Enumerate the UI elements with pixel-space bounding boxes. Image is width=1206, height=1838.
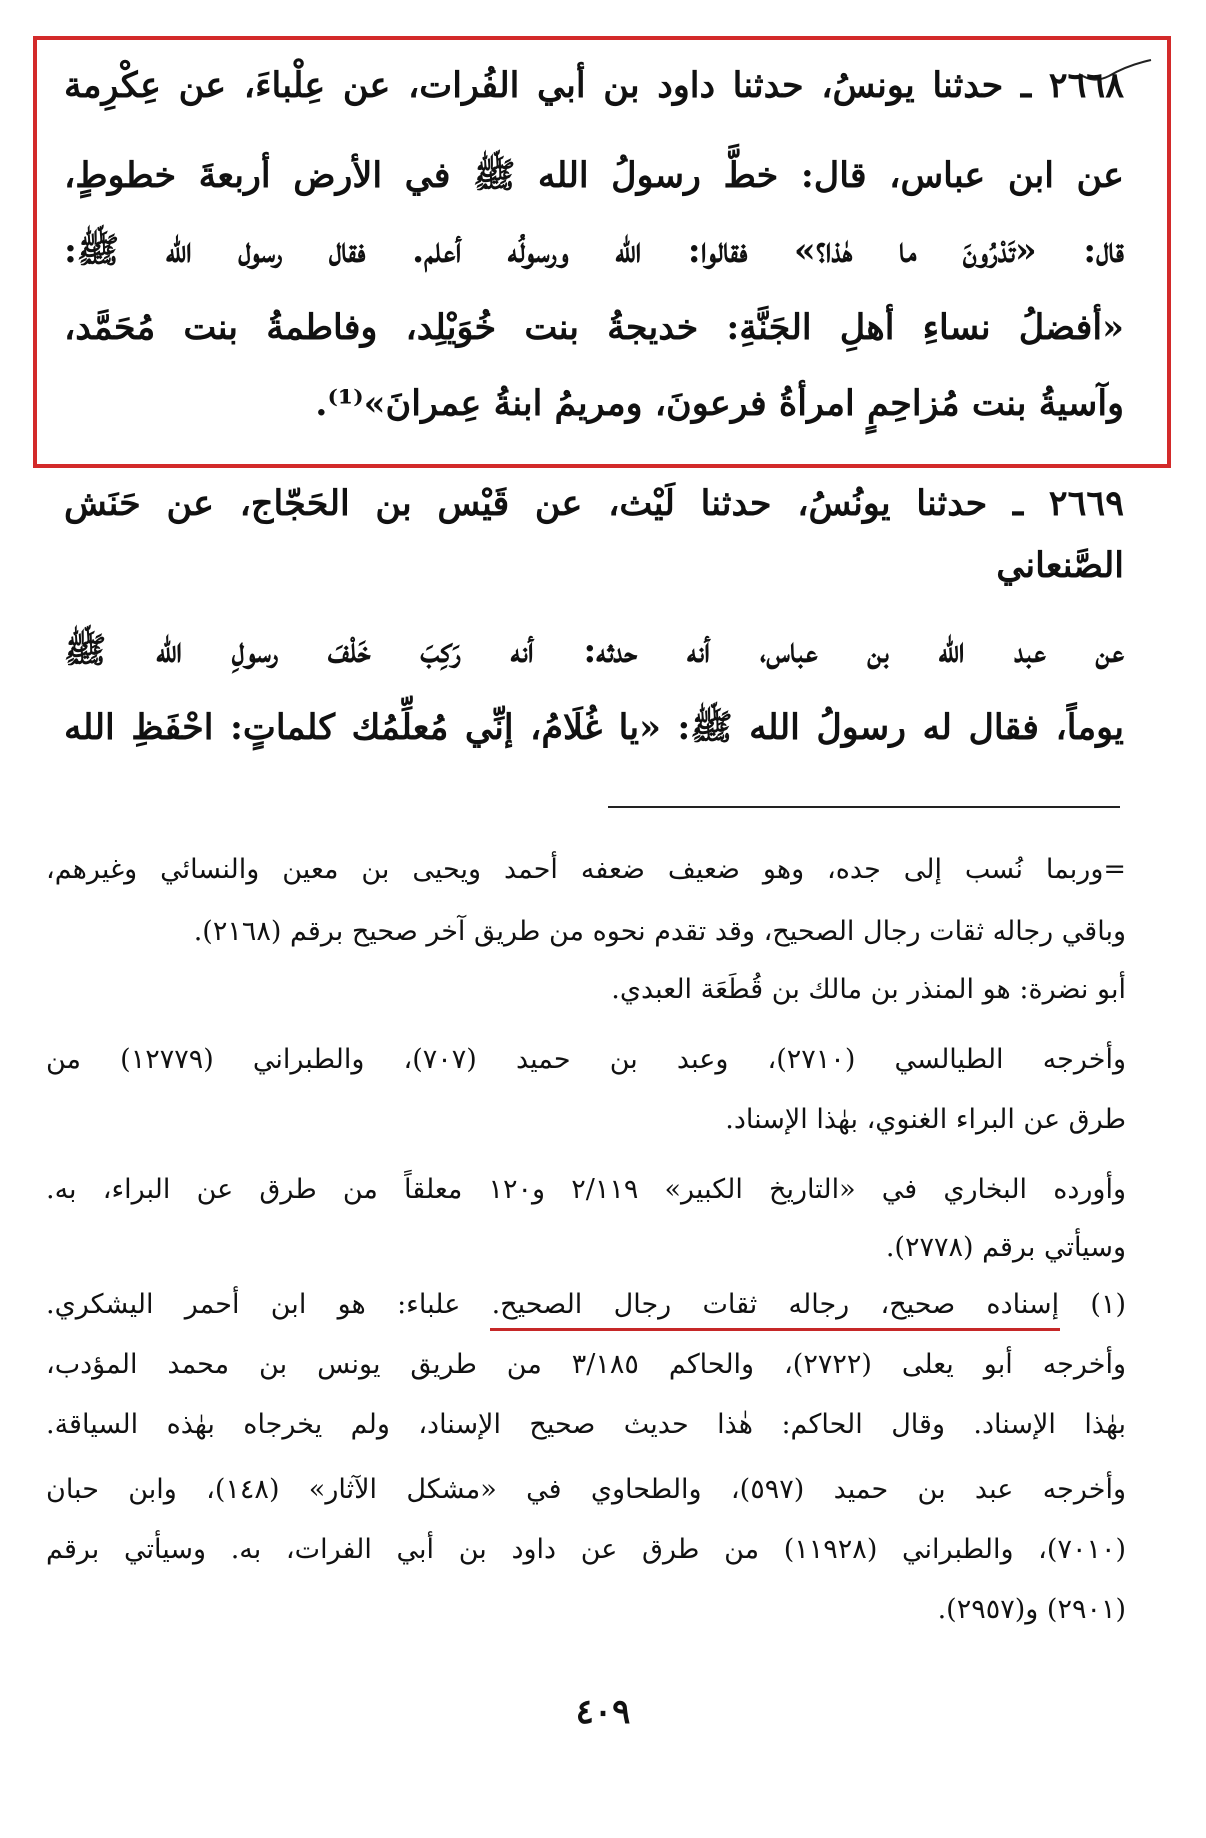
hadith-2669-line-4: يوماً، فقال له رسولُ الله ﷺ: «يا غُلَامُ، إنِّي مُعلِّمُك كلماتٍ: احْفَظِ الله bbox=[64, 707, 1124, 748]
hadith-2668-line-1: ٢٦٦٨ ـ حدثنا يونسُ، حدثنا داود بن أبي الفُرات، عن عِلْباءَ، عن عِكْرِمة bbox=[64, 65, 1124, 106]
footnote-1-line-3: بهٰذا الإسناد. وقال الحاكم: هٰذا حديث صحيح الإسناد، ولم يخرجاه بهٰذه السياقة. bbox=[46, 1409, 1126, 1440]
footnote-line-3: أبو نضرة: هو المنذر بن مالك بن قُطَعَة العبدي. bbox=[611, 974, 1126, 1005]
footnote-1-line-5: (٧٠١٠)، والطبراني (١١٩٢٨) من طرق عن داود بن أبي الفرات، به. وسيأتي برقم bbox=[46, 1534, 1126, 1565]
footnote-separator bbox=[608, 806, 1120, 808]
footnote-line-1: =وربما نُسب إلى جده، وهو ضعيف ضعفه أحمد ويحيى بن معين والنسائي وغيرهم، bbox=[46, 854, 1126, 885]
hadith-2668-line-2: عن ابن عباس، قال: خطَّ رسولُ الله ﷺ في الأرض أربعةَ خطوطٍ، bbox=[64, 155, 1124, 196]
footnote-line-4: وأخرجه الطيالسي (٢٧١٠)، وعبد بن حميد (٧٠٧)، والطبراني (١٢٧٧٩) من bbox=[46, 1044, 1126, 1075]
footnote-1-line-1: (١) إسناده صحيح، رجاله ثقات رجال الصحيح. علباء: هو ابن أحمر اليشكري. bbox=[46, 1289, 1126, 1320]
footnote-line-2: وباقي رجاله ثقات رجال الصحيح، وقد تقدم نحوه من طريق آخر صحيح برقم (٢١٦٨). bbox=[193, 916, 1126, 947]
footnote-line-7: وسيأتي برقم (٢٧٧٨). bbox=[885, 1232, 1126, 1263]
footnote-1-line-6: (٢٩٠١) و(٢٩٥٧). bbox=[937, 1594, 1126, 1625]
hadith-2669-line-2: الصَّنعاني bbox=[996, 545, 1124, 586]
footnote-1-line-2: وأخرجه أبو يعلى (٢٧٢٢)، والحاكم ٣/١٨٥ من طريق يونس بن محمد المؤدب، bbox=[46, 1349, 1126, 1380]
footnote-1-line-4: وأخرجه عبد بن حميد (٥٩٧)، والطحاوي في «مشكل الآثار» (١٤٨)، وابن حبان bbox=[46, 1474, 1126, 1505]
red-underline bbox=[490, 1328, 1060, 1331]
hadith-2668-line-3: قال: «تَدْرُونَ ما هٰذا؟» فقالوا: الله ورسولُه أعلم. فقال رسول الله ﷺ: bbox=[64, 230, 1124, 271]
footnote-line-6: وأورده البخاري في «التاريخ الكبير» ٢/١١٩ و١٢٠ معلقاً من طرق عن البراء، به. bbox=[46, 1174, 1126, 1205]
footnote-line-5: طرق عن البراء الغنوي، بهٰذا الإسناد. bbox=[725, 1104, 1126, 1135]
hadith-2668-line-4: «أفضلُ نساءِ أهلِ الجَنَّةِ: خديجةُ بنت خُوَيْلِد، وفاطمةُ بنت مُحَمَّد، bbox=[64, 307, 1124, 348]
page-number: ٤٠٩ bbox=[575, 1692, 631, 1732]
hadith-2668-line-5: وآسيةُ بنت مُزاحِمٍ امرأةُ فرعونَ، ومريمُ ابنةُ عِمرانَ»⁽¹⁾. bbox=[315, 383, 1124, 424]
hadith-2669-line-1: ٢٦٦٩ ـ حدثنا يونُسُ، حدثنا لَيْث، عن قَيْس بن الحَجّاج، عن حَنَش bbox=[64, 483, 1124, 524]
hadith-2669-line-3: عن عبد الله بن عباس، أنه حدثه: أنه رَكِبَ خَلْفَ رسولِ الله ﷺ bbox=[64, 630, 1124, 671]
